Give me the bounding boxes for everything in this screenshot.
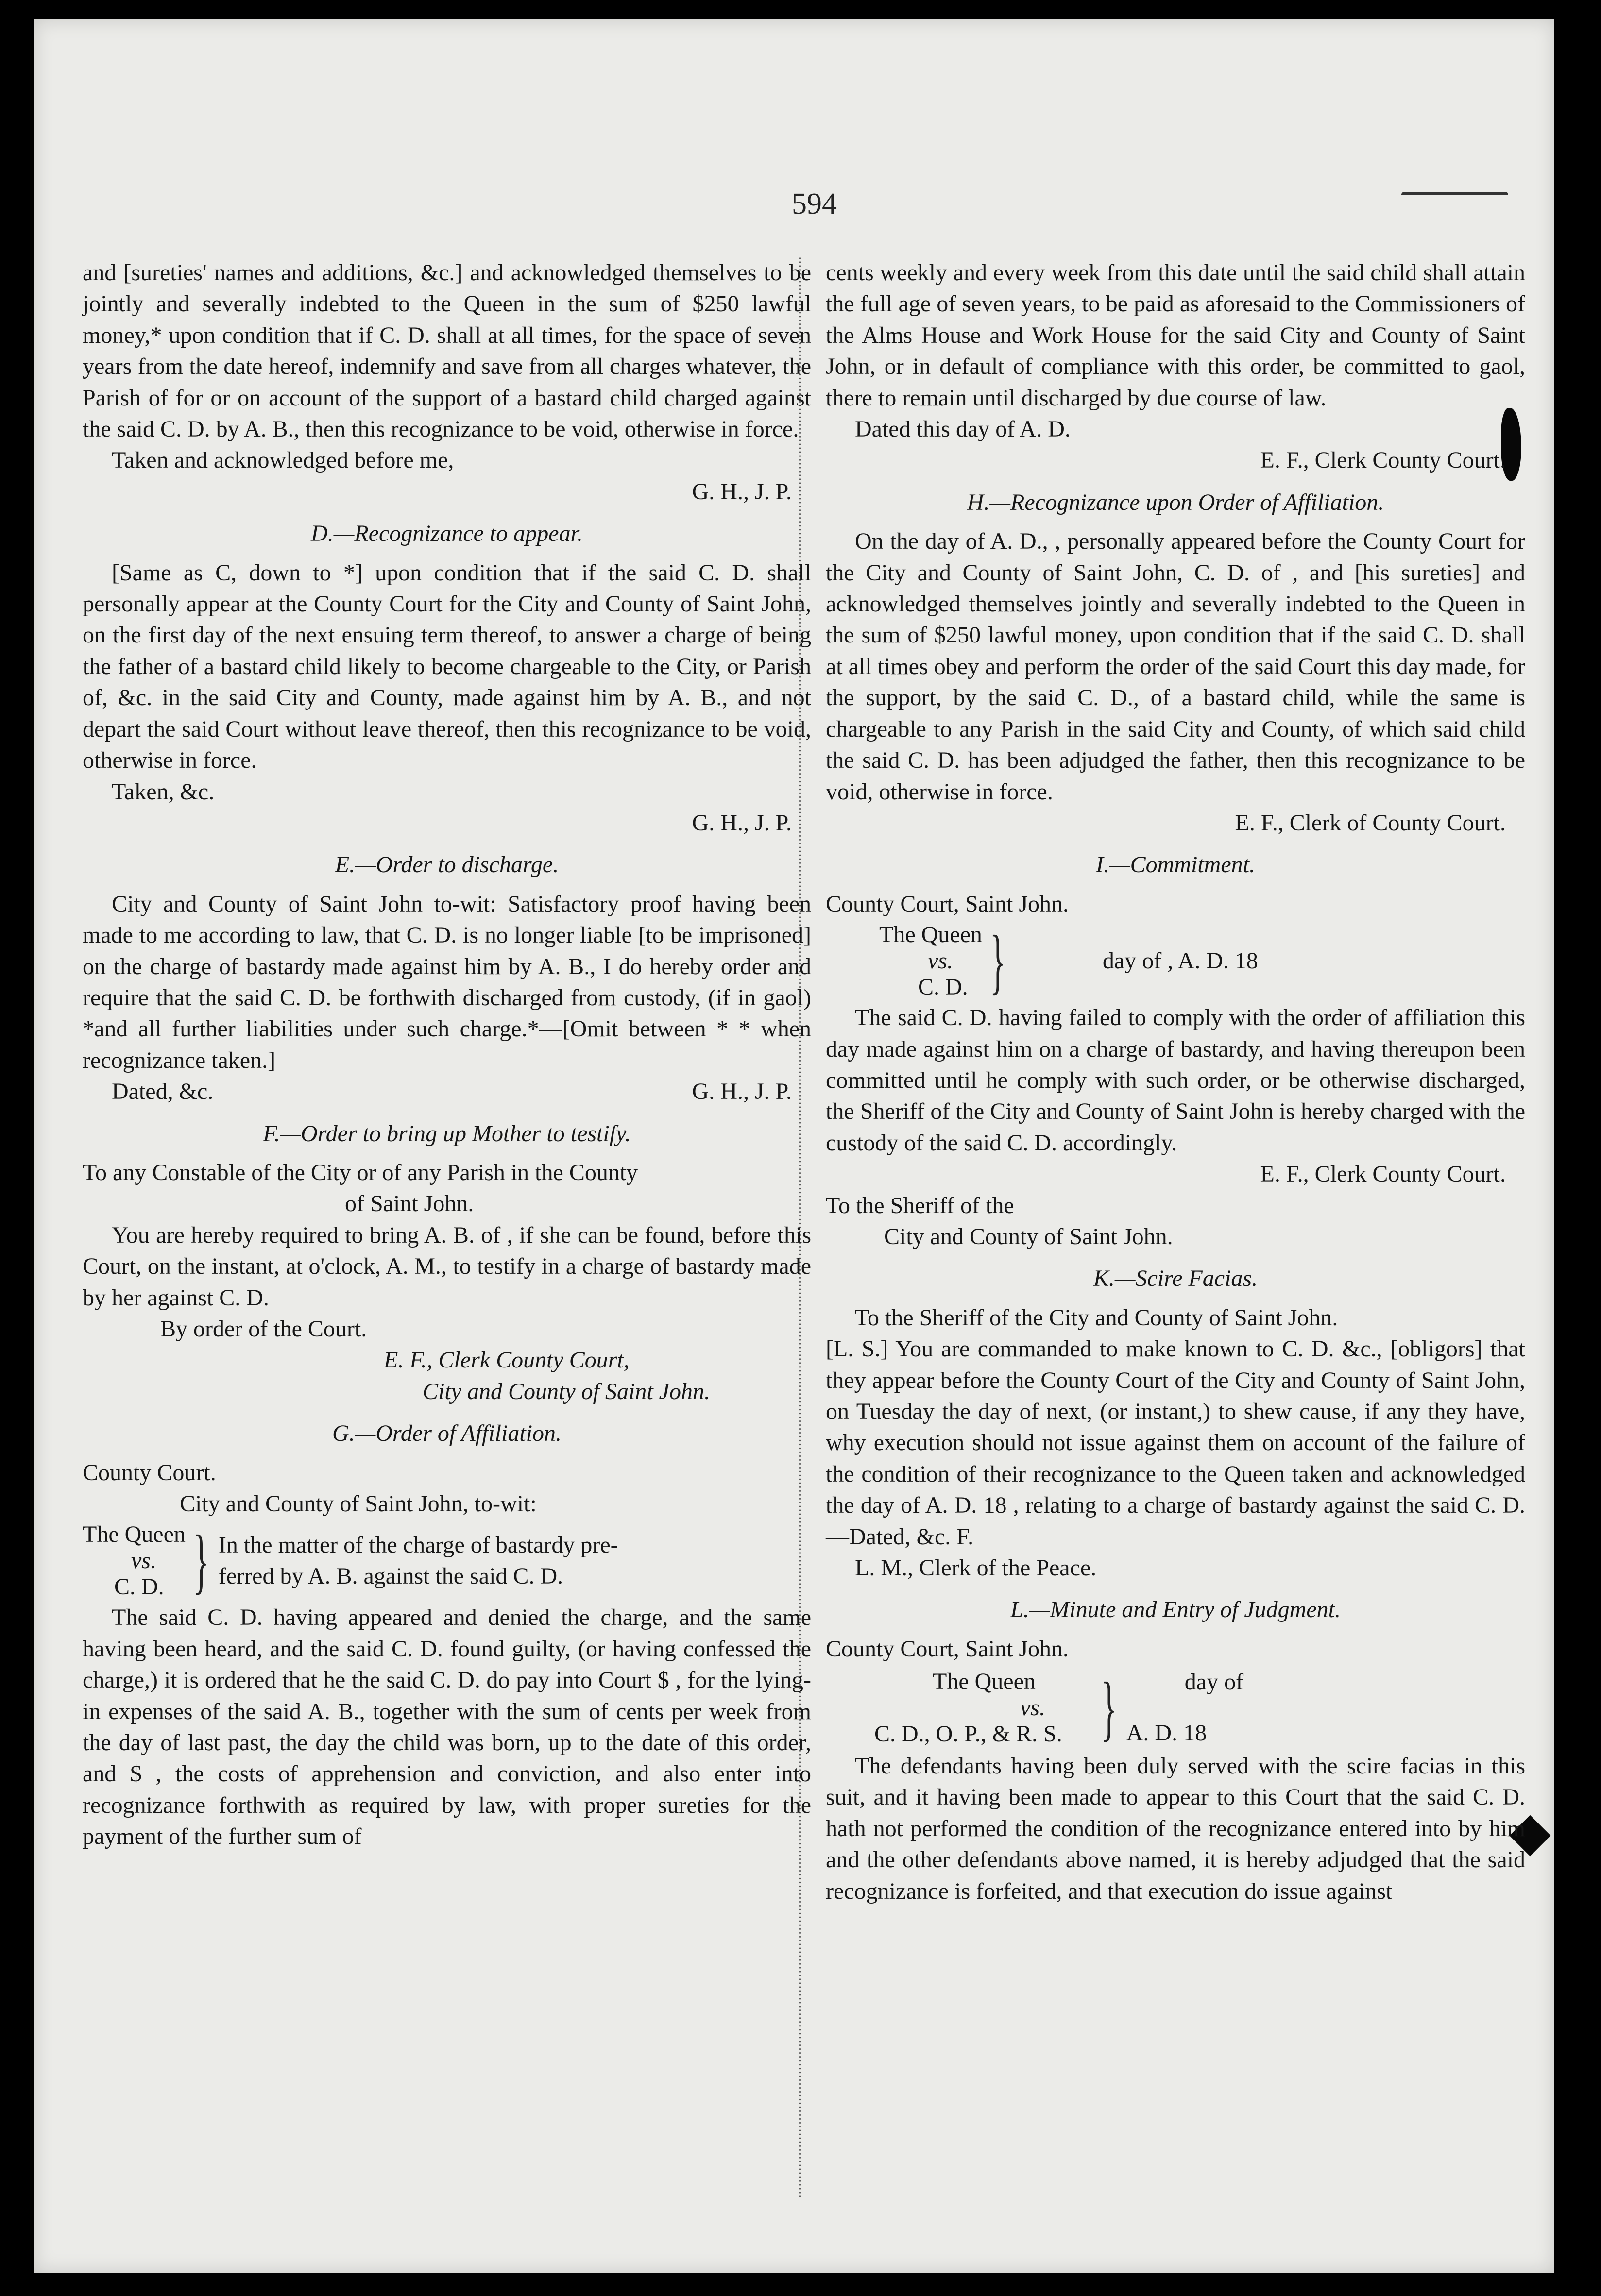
form-g-continued: cents weekly and every week from this date until the said child shall attain the full age of seven years, to be paid as aforesaid to the Commissioners of the Alms House and Work House for the said City and County of Saint John, or in default of compliance with this order, be committed to gaol, there to remain until discharged by due course of law. (826, 260, 1525, 411)
party-2: C. D. (918, 974, 968, 1000)
party-1: The Queen (83, 1521, 186, 1548)
form-f-body: You are hereby required to bring A. B. of , if she can be found, before this Court, on the instant, at o'clock, A. M., to testify in a charge of bastardy made by her against C. D. (83, 1222, 811, 1311)
form-i-to-1: To the Sheriff of the (826, 1192, 1014, 1218)
form-e-body: City and County of Saint John to-wit: Satisfactory proof having been made to me according to law, that C. D. is no longer liable [to be imprisoned] on the charge of bastardy made against him by A. B., I do hereby order and require that the said C. D. be forthwith discharged from custody, (if in gaol) *and all further liabilities under such charge.*—[Omit between * * when recognizance taken.] (83, 891, 811, 1073)
form-g-body: The said C. D. having appeared and denied the charge, and the same having been heard, and the said C. D. found guilty, (or having confessed the charge,) it is ordered that he the said C. D. do pay into Court $ , for the lying-in expenses of the said A. B., together with the sum of cents per week from the day of last past, the day the child was born, up to the date of this order, and $ , the costs of apprehension and conviction, and also enter into recognizance forthwith as required by law, with proper sureties for the payment of the further sum of (83, 1604, 811, 1850)
form-d-heading: D.—Recognizance to appear. (311, 521, 583, 547)
form-f-to-line1: To any Constable of the City or of any Parish in the County (83, 1159, 638, 1185)
form-g-court: County Court. (83, 1459, 216, 1486)
form-d-taken: Taken, &c. (112, 778, 215, 805)
form-g-dated: Dated this day of A. D. (855, 416, 1071, 442)
form-l-date-2: A. D. 18 (1126, 1720, 1207, 1746)
brace-glyph: } (193, 1520, 209, 1602)
form-h-signature: E. F., Clerk of County Court. (1235, 810, 1506, 836)
form-k-to: To the Sheriff of the City and County of Saint John. (855, 1304, 1338, 1331)
form-e-footer (83, 1076, 811, 1107)
form-l-parties (826, 1667, 1525, 1749)
form-g-heading: G.—Order of Affiliation. (332, 1420, 562, 1447)
page-number: 594 (792, 187, 837, 220)
form-g-signature: E. F., Clerk County Court. (1260, 447, 1506, 473)
corner-mark (1401, 192, 1508, 200)
form-i-heading: I.—Commitment. (1096, 852, 1255, 878)
brace-glyph: } (989, 921, 1006, 1002)
form-f-to-line2: of Saint John. (345, 1191, 474, 1217)
form-e-dated: Dated, &c. (112, 1079, 214, 1105)
form-e-signature: G. H., J. P. (692, 1079, 792, 1105)
form-l-heading: L.—Minute and Entry of Judgment. (1010, 1597, 1341, 1623)
form-c-body: and [sureties' names and additions, &c.] and acknowledged themselves to be jointly and severally indebted to the Queen in the sum of $250 lawful money,* upon condition that if C. D. shall at all times, for the space of seven years from the date hereof, indemnify and save from all charges whatever, the Parish of for or on account of the support of a bastard child charged against the said C. D. by A. B., then this recognizance to be void, otherwise in force. (83, 260, 811, 442)
form-e-heading: E.—Order to discharge. (335, 852, 559, 878)
form-i-to-2: City and County of Saint John. (884, 1223, 1173, 1249)
form-d-signature: G. H., J. P. (692, 810, 792, 836)
form-i-parties (826, 922, 1525, 1000)
form-i-court: County Court, Saint John. (826, 891, 1069, 917)
form-k-heading: K.—Scire Facias. (1093, 1266, 1258, 1292)
left-column (83, 257, 811, 1853)
party-vs: vs. (928, 948, 953, 974)
form-k-body: [L. S.] You are commanded to make known to C. D. &c., [obligors] that they appear before the County Court of the City and County of Saint John, on Tuesday the day of next, (or instant,) to shew cause, if any they have, why execution should not issue against them on account of the failure of the condition of their recognizance to the Queen taken and acknowledged the day of A. D. 18 , relating to a charge of bastardy against the said C. D.—Dated, &c. F. (826, 1336, 1525, 1550)
party-1: The Queen (933, 1668, 1036, 1694)
document-page (34, 19, 1554, 2273)
form-f-order: By order of the Court. (160, 1316, 367, 1342)
form-d-body: [Same as C, down to *] upon condition that if the said C. D. shall personally appear at the County Court for the City and County of Saint John, on the first day of the next ensuing term thereof, to answer a charge of being the father of a bastard child likely to become chargeable to the City, or Parish of, &c. in the said City and County, made against him by A. B., and not depart the said Court without leave thereof, then this recognizance to be void, otherwise in force. (83, 559, 811, 774)
party-2: C. D. (114, 1574, 164, 1600)
party-vs: vs. (1020, 1694, 1045, 1721)
form-c-taken: Taken and acknowledged before me, (112, 447, 454, 473)
form-i-body: The said C. D. having failed to comply with the order of affiliation this day made against him on a charge of bastardy, and having thereupon been committed until he comply with such order, or be otherwise discharged, the Sheriff of the City and County of Saint John is hereby charged with the custody of the said C. D. accordingly. (826, 1005, 1525, 1156)
form-h-heading: H.—Recognizance upon Order of Affiliation. (967, 489, 1384, 515)
form-l-court: County Court, Saint John. (826, 1636, 1069, 1662)
party-vs: vs. (131, 1548, 156, 1574)
form-f-heading: F.—Order to bring up Mother to testify. (263, 1120, 631, 1147)
right-column (797, 257, 1525, 1907)
party-2: C. D., O. P., & R. S. (874, 1721, 1062, 1747)
form-f-signature-2: City and County of Saint John. (423, 1378, 710, 1404)
form-l-body: The defendants having been duly served with the scire facias in this suit, and it having been made to appear to this Court that the said C. D. hath not performed the condition of the recognizance entered into by him and the other defendants above named, it is hereby adjudged that the said recognizance is forfeited, and that execution do issue against (826, 1753, 1525, 1904)
brace-glyph: } (1101, 1667, 1117, 1748)
form-l-date-1: day of (1184, 1669, 1244, 1695)
form-k-signature: L. M., Clerk of the Peace. (855, 1555, 1097, 1581)
form-g-parties (83, 1521, 811, 1600)
form-f-signature-1: E. F., Clerk County Court, (384, 1347, 630, 1373)
form-g-matter-1: In the matter of the charge of bastardy pre- (218, 1532, 618, 1558)
party-1: The Queen (879, 922, 982, 948)
form-i-date: day of , A. D. 18 (1102, 947, 1258, 974)
form-g-city: City and County of Saint John, to-wit: (180, 1491, 537, 1517)
form-c-signature: G. H., J. P. (692, 478, 792, 505)
form-g-matter-2: ferred by A. B. against the said C. D. (218, 1563, 563, 1589)
form-i-signature: E. F., Clerk County Court. (1260, 1161, 1506, 1187)
form-h-body: On the day of A. D., , personally appeared before the County Court for the City and County of Saint John, C. D. of , and [his sureties] and acknowledged themselves jointly and severally indebted to the Queen in the sum of $250 lawful money, upon condition that if the said C. D. shall at all times obey and perform the order of the said Court this day made, for the support, by the said C. D., of a bastard child, while the same is chargeable to any Parish in the said City and County, of which said child the said C. D. has been adjudged the father, then this recognizance to be void, otherwise in force. (826, 528, 1525, 805)
